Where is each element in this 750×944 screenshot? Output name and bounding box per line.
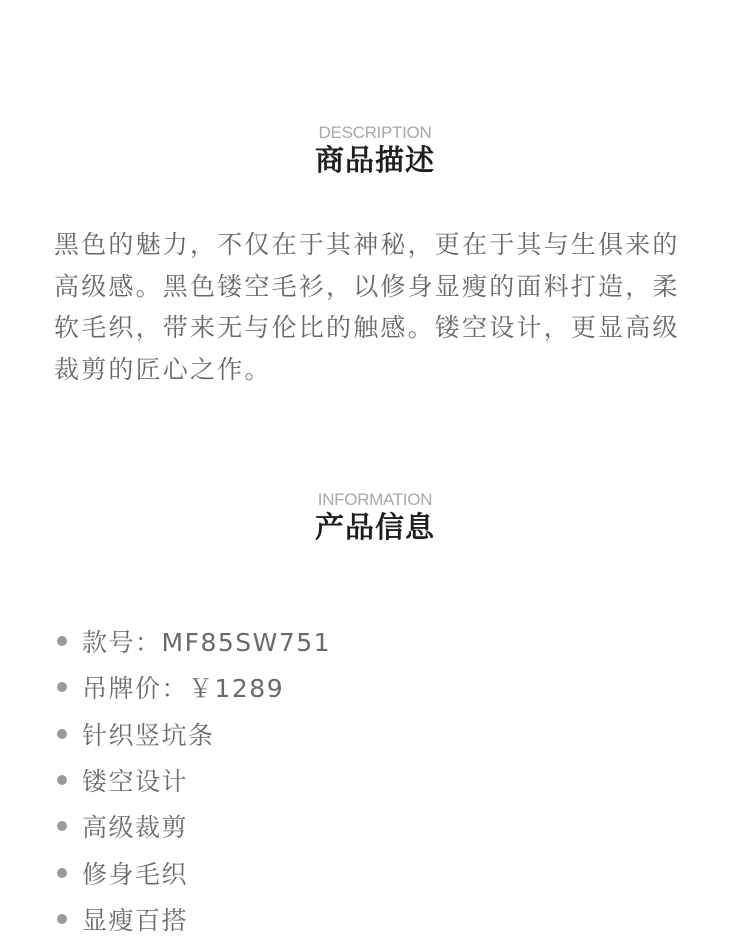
bullet-dot-icon (57, 775, 67, 785)
list-item (55, 896, 331, 942)
list-item (55, 849, 331, 895)
bullet-dot-icon (57, 729, 67, 739)
list-item (55, 757, 331, 803)
bullet-dot-icon (57, 914, 67, 924)
bullet-dot-icon (57, 868, 67, 878)
bullet-dot-icon (57, 821, 67, 831)
info-item-feature: 镂空设计 (82, 767, 189, 797)
bullet-dot-icon (57, 682, 67, 692)
product-info-list (55, 618, 331, 942)
description-body: 黑色的魅力，不仅在于其神秘，更在于其与生俱来的高级感。黑色镂空毛衫，以修身显瘦的面料打造，柔软毛织，带来无与伦比的触感。镂空设计，更显高级裁剪的匠心之作。 (54, 230, 680, 384)
info-item-feature: 针织竖坑条 (82, 720, 215, 750)
list-item (55, 711, 331, 757)
description-title: 商品描述 (314, 143, 435, 177)
info-item-feature: 高级裁剪 (82, 813, 189, 843)
information-header (0, 491, 750, 545)
information-eyebrow: INFORMATION (317, 490, 433, 509)
list-item (55, 664, 331, 710)
bullet-dot-icon (57, 636, 67, 646)
list-item (55, 803, 331, 849)
info-item-feature: 显瘦百搭 (82, 905, 189, 935)
list-item (55, 618, 331, 664)
info-item-feature: 修身毛织 (82, 859, 189, 889)
info-item-price: 吊牌价：￥1289 (82, 674, 285, 704)
description-header (0, 124, 750, 178)
description-eyebrow: DESCRIPTION (318, 123, 432, 142)
info-item-style-number: 款号：MF85SW751 (82, 628, 332, 658)
information-title: 产品信息 (314, 510, 435, 544)
